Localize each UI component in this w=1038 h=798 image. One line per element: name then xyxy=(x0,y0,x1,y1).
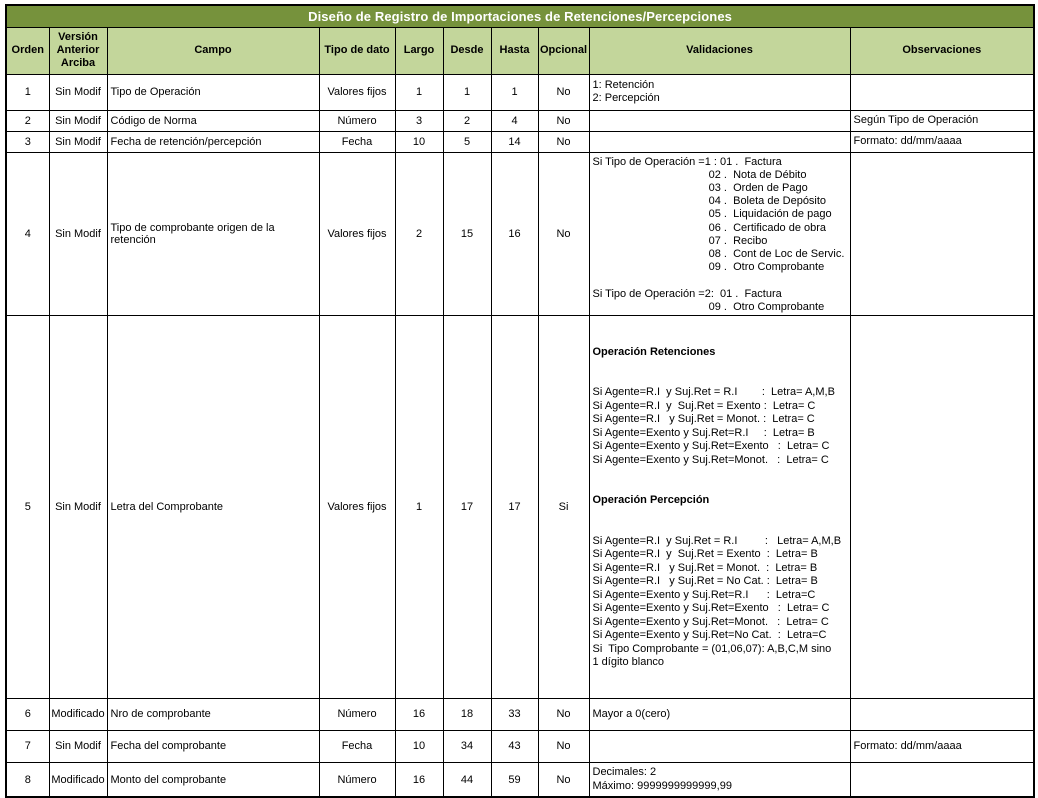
cell-desde: 1 xyxy=(443,74,491,110)
cell-desde: 5 xyxy=(443,131,491,152)
cell-hasta: 17 xyxy=(491,315,538,698)
cell-tipo-de-dato: Valores fijos xyxy=(319,152,395,315)
validation-lines-retenciones: Si Agente=R.I y Suj.Ret = R.I : Letra= A,M,B Si Agente=R.I y Suj.Ret = Exento : Letra= C Si Agente=R.I y Suj.Ret = Monot. : Letra= C Si Agente=Exento y Suj.Ret=R.I : Letra= B Si Agente=Exento y Suj.Ret=Exento : Letra= C Si Agente=Exento y Suj.Ret=Monot. : Letra= C xyxy=(592,386,835,466)
cell-version-anterior: Sin Modif xyxy=(49,152,107,315)
cell-version-anterior: Sin Modif xyxy=(49,315,107,698)
cell-validaciones: Mayor a 0(cero) xyxy=(589,698,850,730)
cell-validaciones xyxy=(589,131,850,152)
cell-campo: Tipo de Operación xyxy=(107,74,319,110)
cell-orden: 4 xyxy=(6,152,49,315)
cell-largo: 1 xyxy=(395,74,443,110)
cell-tipo-de-dato: Fecha xyxy=(319,730,395,762)
cell-observaciones xyxy=(850,315,1034,698)
validation-heading-retenciones: Operación Retenciones xyxy=(592,345,716,358)
cell-opcional: No xyxy=(538,730,589,762)
cell-desde: 34 xyxy=(443,730,491,762)
cell-tipo-de-dato: Valores fijos xyxy=(319,74,395,110)
cell-hasta: 43 xyxy=(491,730,538,762)
cell-hasta: 33 xyxy=(491,698,538,730)
cell-observaciones: Formato: dd/mm/aaaa xyxy=(850,131,1034,152)
cell-orden: 7 xyxy=(6,730,49,762)
cell-largo: 1 xyxy=(395,315,443,698)
cell-observaciones xyxy=(850,74,1034,110)
cell-observaciones xyxy=(850,762,1034,797)
validation-heading-percepcion: Operación Percepción xyxy=(592,494,710,507)
table-row xyxy=(6,698,1034,730)
page-title: Diseño de Registro de Importaciones de Retenciones/Percepciones xyxy=(6,5,1034,27)
cell-tipo-de-dato: Número xyxy=(319,110,395,131)
cell-hasta: 1 xyxy=(491,74,538,110)
cell-validaciones xyxy=(589,315,850,698)
cell-tipo-de-dato: Número xyxy=(319,698,395,730)
cell-desde: 44 xyxy=(443,762,491,797)
cell-desde: 2 xyxy=(443,110,491,131)
cell-campo: Fecha de retención/percepción xyxy=(107,131,319,152)
cell-observaciones: Formato: dd/mm/aaaa xyxy=(850,730,1034,762)
cell-opcional: No xyxy=(538,698,589,730)
cell-validaciones xyxy=(589,730,850,762)
cell-desde: 15 xyxy=(443,152,491,315)
table-row xyxy=(6,315,1034,698)
cell-largo: 2 xyxy=(395,152,443,315)
cell-hasta: 59 xyxy=(491,762,538,797)
cell-largo: 10 xyxy=(395,730,443,762)
cell-hasta: 4 xyxy=(491,110,538,131)
col-header-observaciones: Observaciones xyxy=(850,27,1034,74)
col-header-hasta: Hasta xyxy=(491,27,538,74)
table-row xyxy=(6,730,1034,762)
cell-opcional: No xyxy=(538,74,589,110)
cell-hasta: 16 xyxy=(491,152,538,315)
col-header-opcional: Opcional xyxy=(538,27,589,74)
cell-largo: 16 xyxy=(395,762,443,797)
import-record-design-table xyxy=(5,4,1035,798)
cell-campo: Letra del Comprobante xyxy=(107,315,319,698)
table-row xyxy=(6,74,1034,110)
cell-observaciones xyxy=(850,698,1034,730)
cell-observaciones xyxy=(850,152,1034,315)
cell-opcional: Si xyxy=(538,315,589,698)
cell-version-anterior: Modificado xyxy=(49,698,107,730)
cell-validaciones: 1: Retención 2: Percepción xyxy=(589,74,850,110)
table-row xyxy=(6,131,1034,152)
cell-version-anterior: Modificado xyxy=(49,762,107,797)
cell-largo: 3 xyxy=(395,110,443,131)
column-header-row xyxy=(6,27,1034,74)
cell-campo: Código de Norma xyxy=(107,110,319,131)
cell-campo: Fecha del comprobante xyxy=(107,730,319,762)
cell-orden: 2 xyxy=(6,110,49,131)
col-header-campo: Campo xyxy=(107,27,319,74)
cell-hasta: 14 xyxy=(491,131,538,152)
col-header-desde: Desde xyxy=(443,27,491,74)
cell-version-anterior: Sin Modif xyxy=(49,730,107,762)
cell-tipo-de-dato: Valores fijos xyxy=(319,315,395,698)
col-header-validaciones: Validaciones xyxy=(589,27,850,74)
cell-campo: Tipo de comprobante origen de la retención xyxy=(107,152,319,315)
cell-opcional: No xyxy=(538,110,589,131)
cell-orden: 6 xyxy=(6,698,49,730)
table-row xyxy=(6,110,1034,131)
table-row xyxy=(6,152,1034,315)
cell-orden: 1 xyxy=(6,74,49,110)
col-header-largo: Largo xyxy=(395,27,443,74)
cell-version-anterior: Sin Modif xyxy=(49,74,107,110)
cell-orden: 3 xyxy=(6,131,49,152)
cell-desde: 18 xyxy=(443,698,491,730)
cell-orden: 5 xyxy=(6,315,49,698)
title-row xyxy=(6,5,1034,27)
cell-validaciones: Si Tipo de Operación =1 : 01 . Factura 02 . Nota de Débito 03 . Orden de Pago 04 . Boleta de Depósito 05 . Liquidación de pago 06 . Certificado de obra 07 . Recibo 08 . Cont de Loc de Servic. 09 . Otro Comprobante Si Tipo de Operación =2: 01 . Factura 09 . Otro Comprobante xyxy=(589,152,850,315)
cell-largo: 10 xyxy=(395,131,443,152)
col-header-tipo-de-dato: Tipo de dato xyxy=(319,27,395,74)
cell-orden: 8 xyxy=(6,762,49,797)
cell-tipo-de-dato: Número xyxy=(319,762,395,797)
cell-campo: Monto del comprobante xyxy=(107,762,319,797)
cell-version-anterior: Sin Modif xyxy=(49,131,107,152)
cell-largo: 16 xyxy=(395,698,443,730)
cell-tipo-de-dato: Fecha xyxy=(319,131,395,152)
col-header-orden: Orden xyxy=(6,27,49,74)
table-row xyxy=(6,762,1034,797)
validation-lines-percepcion: Si Agente=R.I y Suj.Ret = R.I : Letra= A,M,B Si Agente=R.I y Suj.Ret = Exento : Letra= B Si Agente=R.I y Suj.Ret = Monot. : Letra= B Si Agente=R.I y Suj.Ret = No Cat. : Letra= B Si Agente=Exento y Suj.Ret=R.I : Letra=C Si Agente=Exento y Suj.Ret=Exento : Letra= C Si Agente=Exento y Suj.Ret=Monot. : Letra= C Si Agente=Exento y Suj.Ret=No Cat. : Letra=C Si Tipo Comprobante = (01,06,07): A,B,C,M sino 1 dígito blanco xyxy=(592,534,842,669)
cell-observaciones: Según Tipo de Operación xyxy=(850,110,1034,131)
col-header-version-anterior-arciba: Versión Anterior Arciba xyxy=(49,27,107,74)
cell-opcional: No xyxy=(538,131,589,152)
cell-version-anterior: Sin Modif xyxy=(49,110,107,131)
cell-validaciones: Decimales: 2 Máximo: 9999999999999,99 xyxy=(589,762,850,797)
cell-campo: Nro de comprobante xyxy=(107,698,319,730)
cell-validaciones xyxy=(589,110,850,131)
cell-desde: 17 xyxy=(443,315,491,698)
cell-opcional: No xyxy=(538,762,589,797)
cell-opcional: No xyxy=(538,152,589,315)
